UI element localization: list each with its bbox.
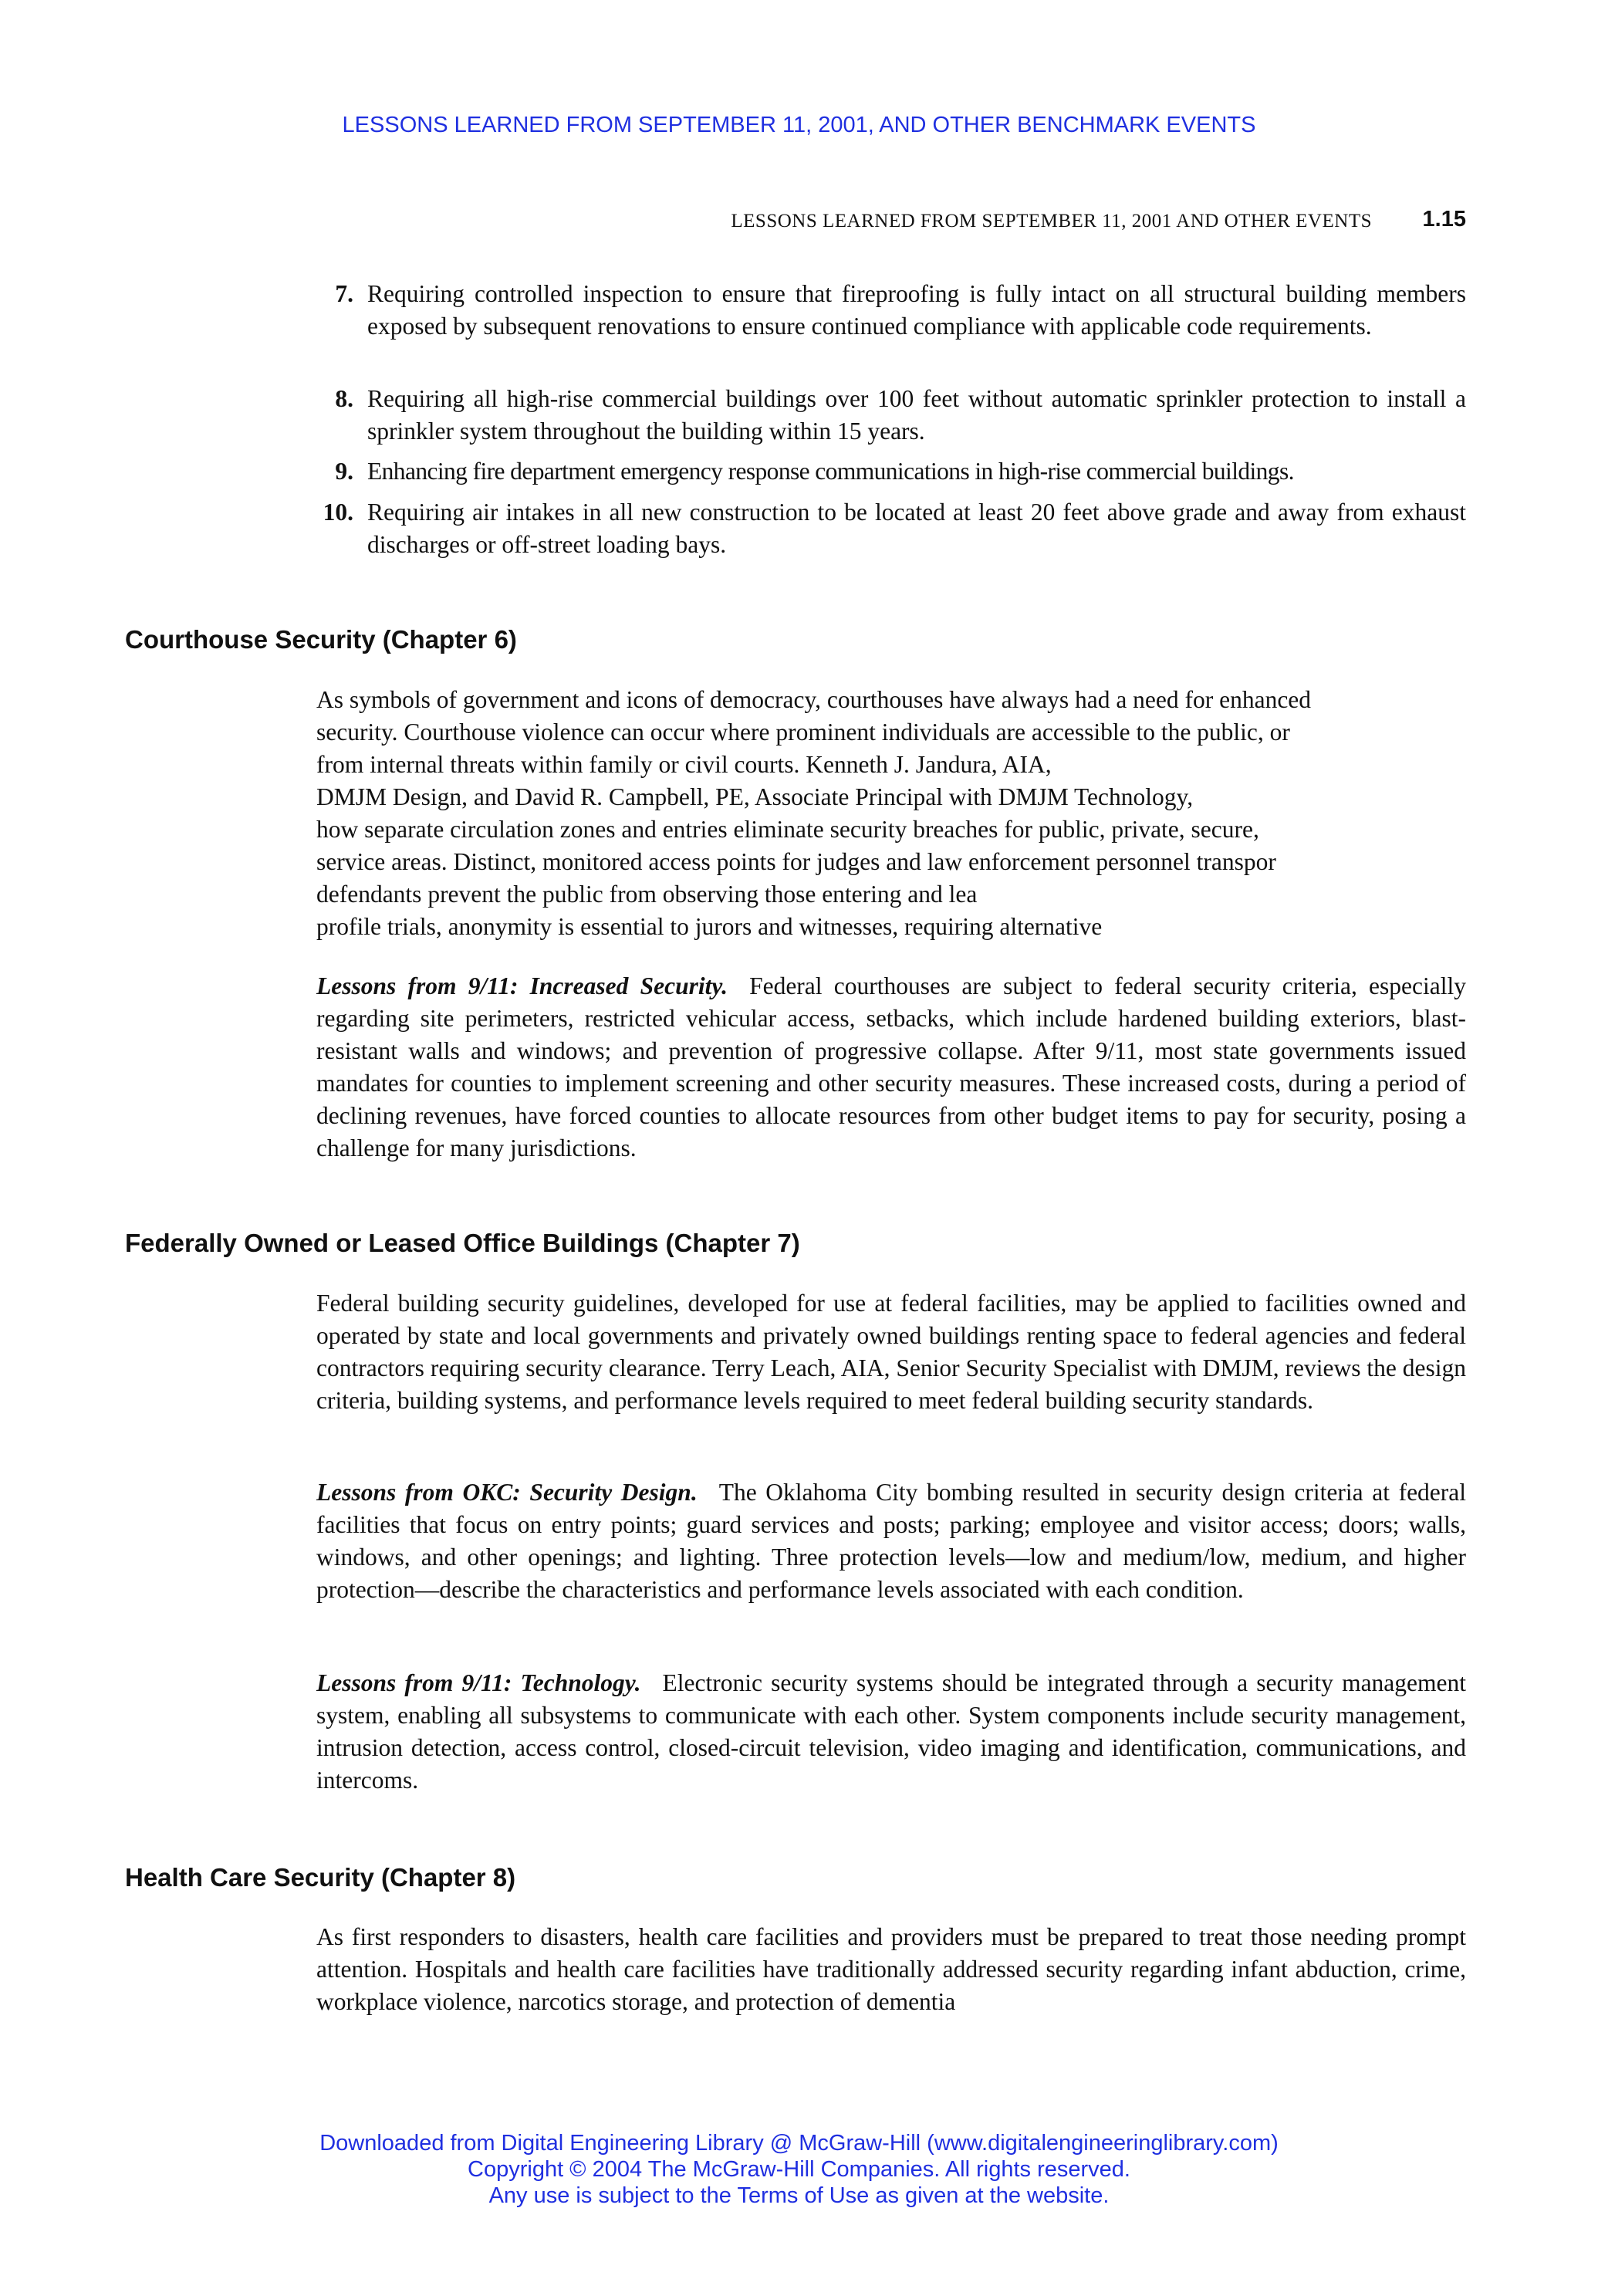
federal-intro: Federal building security guidelines, developed for use at federal facilities, may be applied to facilities owned and operated by state and local governments and privately owned buildings renting space to federal agencies and federal contractors requiring security clearance. Terry Leach, AIA, Senior Security Specialist with DMJM, reviews the design criteria, building systems, and performance levels required to meet federal building security standards.	[316, 1290, 1466, 1414]
text-line: service areas. Distinct, monitored access points for judges and law enforcement personnel transpor	[316, 848, 1276, 875]
list-item	[309, 278, 1466, 375]
list-item-text: Enhancing fire department emergency response communications in high-rise commercial buildings.	[367, 458, 1294, 485]
lesson-text: Federal courthouses are subject to federal security criteria, especially regarding site perimeters, restricted vehicular access, setbacks, which include hardened building exteriors, blast-resistant walls and windows; and prevention of progressive collapse. After 9/11, most state governments issued mandates for counties to implement screening and other security measures. These increased costs, during a period of declining revenues, have forced counties to allocate resources from other budget items to pay for security, posing a challenge for many jurisdictions.	[316, 972, 1466, 1162]
list-item-text: Requiring controlled inspection to ensure that fireproofing is fully intact on all structural building members exposed by subsequent renovations to ensure continued compliance with applicable code requirements.	[367, 280, 1466, 340]
text-line: As symbols of government and icons of democracy, courthouses have always had a need for enhanced	[316, 686, 1312, 713]
list-item	[309, 383, 1466, 448]
footer	[0, 2130, 1598, 2209]
list-item-number: 9.	[335, 458, 353, 485]
text-line: DMJM Design, and David R. Campbell, PE, Associate Principal with DMJM Technology,	[316, 783, 1194, 810]
list-item-number: 8.	[335, 385, 353, 412]
list-item-number: 7.	[335, 280, 353, 307]
running-head-title: LESSONS LEARNED FROM SEPTEMBER 11, 2001 AND OTHER EVENTS	[731, 211, 1372, 232]
federal-lesson-okc	[316, 1476, 1466, 1606]
list-item-text: Requiring all high-rise commercial buildings over 100 feet without automatic sprinkler protection to install a sprinkler system throughout the building within 15 years.	[367, 385, 1466, 445]
lesson-text: Electronic security systems should be integrated through a security management system, enabling all subsystems to communicate with each other. System components include security management, intrusion detection, access control, closed-circuit television, video imaging and identification, communications, and intercoms.	[316, 1669, 1467, 1794]
lesson-text: The Oklahoma City bombing resulted in security design criteria at federal facilities that focus on entry points; guard services and posts; parking; employee and visitor access; doors; walls, windows, and other openings; and lighting. Three protection levels—low and medium/low, medium, and higher protection—describe the characteristics and performance levels associated with each condition.	[316, 1479, 1467, 1603]
source-banner: LESSONS LEARNED FROM SEPTEMBER 11, 2001, AND OTHER BENCHMARK EVENTS	[342, 113, 1256, 137]
section-heading-federal: Federally Owned or Leased Office Buildings (Chapter 7)	[125, 1229, 800, 1257]
list-item	[309, 496, 1466, 561]
lesson-title: Lessons from 9/11: Technology.	[316, 1669, 641, 1696]
text-line: from internal threats within family or civil courts. Kenneth J. Jandura, AIA,	[316, 751, 1052, 778]
list-item-number: 10.	[323, 499, 353, 526]
running-header	[648, 207, 1466, 238]
text-line: defendants prevent the public from observing those entering and lea	[316, 881, 978, 908]
lesson-title: Lessons from 9/11: Increased Security.	[316, 972, 728, 999]
text-line: profile trials, anonymity is essential to jurors and witnesses, requiring alternative	[316, 913, 1103, 940]
section-heading-courthouse: Courthouse Security (Chapter 6)	[125, 625, 517, 654]
health-intro: As first responders to disasters, health care facilities and providers must be prepared to treat those needing prompt attention. Hospitals and health care facilities have traditionally addressed security regarding infant abduction, crime, workplace violence, narcotics storage, and protection of dementia	[316, 1923, 1466, 2015]
section-heading-health: Health Care Security (Chapter 8)	[125, 1863, 516, 1892]
courthouse-intro	[316, 684, 1466, 943]
footer-download-line: Downloaded from Digital Engineering Library @ McGraw-Hill (www.digitalengineeringlibrary.com)	[319, 2131, 1279, 2156]
text-line: security. Courthouse violence can occur where prominent individuals are accessible to the public, or	[316, 719, 1290, 746]
list-item-text: Requiring air intakes in all new construction to be located at least 20 feet above grade and away from exhaust discharges or off-street loading bays.	[367, 499, 1466, 558]
page-number: 1.15	[1422, 207, 1466, 232]
footer-copyright-line: Copyright © 2004 The McGraw-Hill Companies. All rights reserved.	[468, 2157, 1130, 2182]
footer-terms-line: Any use is subject to the Terms of Use as given at the website.	[488, 2183, 1110, 2208]
text-line: how separate circulation zones and entries eliminate security breaches for public, private, secure,	[316, 816, 1259, 843]
courthouse-lesson	[316, 970, 1466, 1165]
lesson-title: Lessons from OKC: Security Design.	[316, 1479, 698, 1506]
federal-lesson-technology	[316, 1667, 1466, 1797]
list-item	[309, 455, 1466, 488]
